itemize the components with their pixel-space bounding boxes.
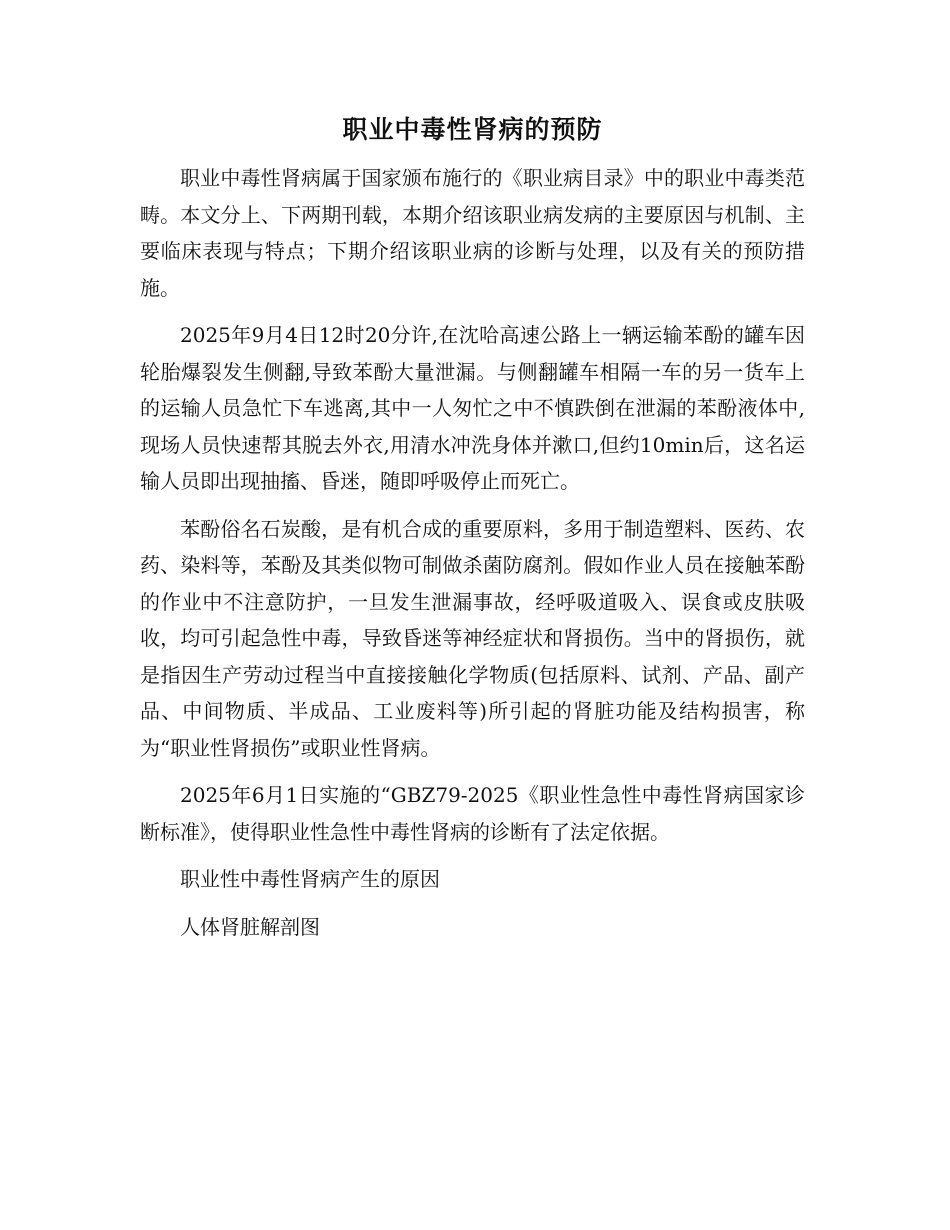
document-title: 职业中毒性肾病的预防 [342,115,603,144]
figure-caption: 人体肾脏解剖图 [180,914,320,939]
paragraph-intro: 职业中毒性肾病属于国家颁布施行的《职业病目录》中的职业中毒类范畴。本文分上、下两期刊载，本期介绍该职业病发病的主要原因与机制、主要临床表现与特点；下期介绍该职业病的诊断与处理，以及有关的预防措施。 [140,166,805,300]
document-page [140,112,805,956]
paragraph-phenol: 苯酚俗名石炭酸，是有机合成的重要原料，多用于制造塑料、医药、农药、染料等，苯酚及其类似物可制做杀菌防腐剂。假如作业人员在接触苯酚的作业中不注意防护，一旦发生泄漏事故，经呼吸道吸入、误食或皮肤吸收，均可引起急性中毒，导致昏迷等神经症状和肾损伤。当中的肾损伤，就是指因生产劳动过程当中直接接触化学物质(包括原料、试剂、产品、副产品、中间物质、半成品、工业废料等)所引起的肾脏功能及结构损害，称为“职业性肾损伤”或职业性肾病。 [140,516,805,760]
paragraph-standard: 2025年6月1日实施的“GBZ79-2025《职业性急性中毒性肾病国家诊断标准》，使得职业性急性中毒性肾病的诊断有了法定依据。 [140,783,805,844]
section-heading: 职业性中毒性肾病产生的原因 [180,867,440,891]
paragraph-accident: 2025年9月4日12时20分许,在沈哈高速公路上一辆运输苯酚的罐车因轮胎爆裂发生侧翻,导致苯酚大量泄漏。与侧翻罐车相隔一车的另一货车上的运输人员急忙下车逃离,其中一人匆忙之中不慎跌倒在泄漏的苯酚液体中,现场人员快速帮其脱去外衣,用清水冲洗身体并漱口,但约10min后，这名运输人员即出现抽搐、昏迷，随即呼吸停止而死亡。 [140,323,805,493]
